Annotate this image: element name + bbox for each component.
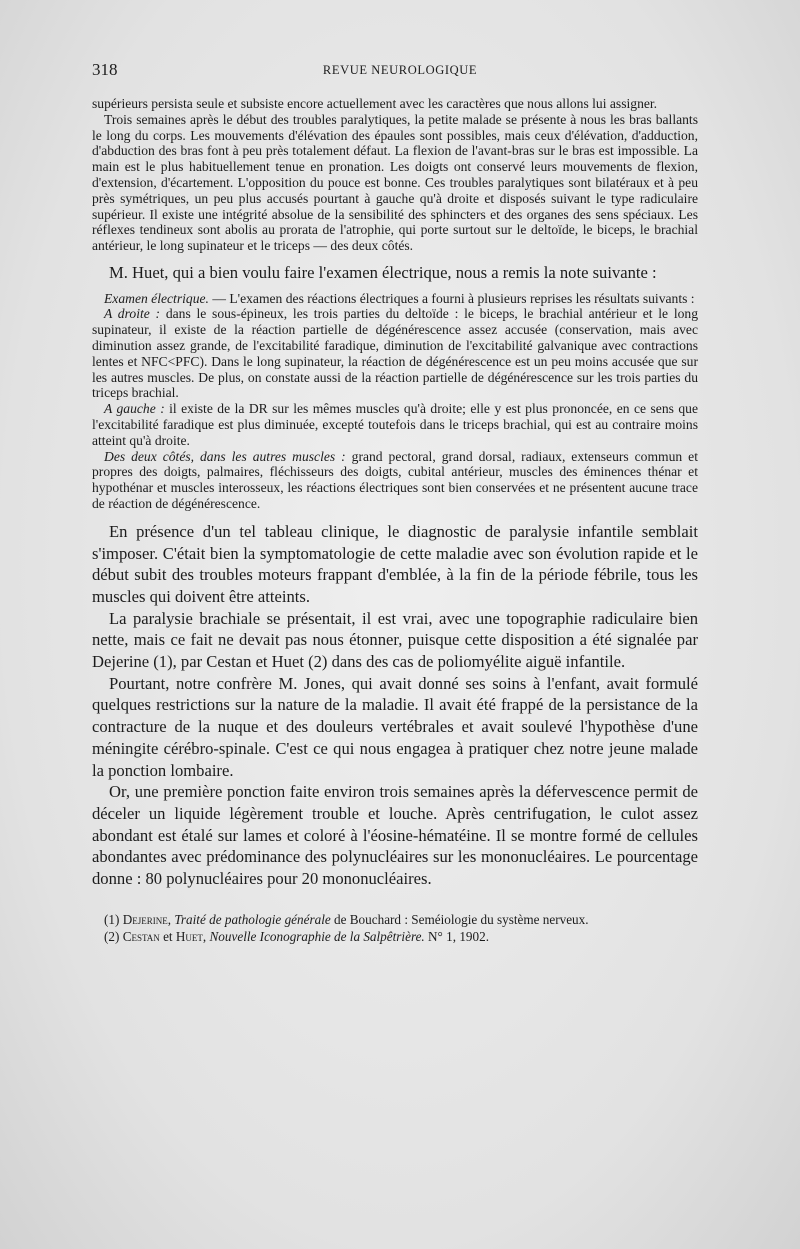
case-paragraph-continuation: supérieurs persista seule et subsiste encore actuellement avec les caractères que nous allons lui assigner. [92,96,658,111]
page-body [92,96,698,945]
case-paragraph: Trois semaines après le début des troubles paralytiques, la petite malade se présente à nous les bras ballants le long du corps. Les mouvements d'élévation des épaules sont possibles, mais ceux d'élévation, d'adduction, d'abduction des bras font à peu près totalement défaut. La flexion de l'avant-bras sur le bras est impossible. La main est le plus habituellement tenue en pronation. Les doigts ont conservé leurs mouvements de flexion, d'extension, d'écartement. L'opposition du pouce est bonne. Ces troubles paralytiques sont bilatéraux et à peu près symétriques, un peu plus accusés pourtant à gauche qu'à droite et disposés suivant le type radiculaire supérieur. Il existe une intégrité absolue de la sensibilité des sphincters et des organes des sens spéciaux. Les réflexes tendineux sont abolis au prorata de l'atrophie, qui porte surtout sur le deltoïde, le biceps, le brachial antérieur, le long supinateur et le triceps — des deux côtés. [92,111,698,254]
exam-right-paragraph [92,306,698,401]
discussion-paragraph: En présence d'un tel tableau clinique, le diagnostic de paralysie infantile semblait s'imposer. C'était bien la symptomatologie de cette maladie avec son évolution rapide et le début subit des troubles moteurs frappant d'emblée, à la fin de la période fébrile, tous les muscles qui doivent être atteints. [92,521,698,606]
case-description [92,96,698,254]
running-head [92,60,708,84]
exam-left-paragraph [92,401,698,448]
footnote-rest: N° 1, 1902. [424,929,489,945]
exam-right-label: A droite : [104,306,161,322]
exam-heading: Examen électrique. [104,290,209,306]
discussion-section [92,521,698,890]
footnote-marker: (2) [104,929,123,945]
exam-left-label: A gauche : [104,401,165,417]
intro-section [92,262,698,284]
page-number: 318 [92,60,118,79]
footnote-title: Traité de pathologie générale [171,911,331,927]
footnote-1 [92,912,698,927]
footnote-2 [92,929,698,944]
intro-paragraph: M. Huet, qui a bien voulu faire l'examen électrique, nous a remis la note suivante : [109,262,657,282]
exam-right-text: dans le sous-épineux, les trois parties du deltoïde : le biceps, le brachial antérieur et le long supinateur, il existe de la réaction partielle de dégénérescence assez accusée (conservation, mais avec diminution assez grande, de l'excitabilité faradique, diminution de l'excitabilité galvanique avec contractions lentes et NFC<PFC). Dans le long supinateur, la réaction de dégénérescence est un peu moins accusée que sur les autres muscles. De plus, on constate aussi de la réaction partielle de dégénérescence sur les trois parties du triceps brachial. [92,306,698,401]
footnote-rest: de Bouchard : Seméiologie du système nerveux. [330,911,589,927]
exam-other-text: grand pectoral, grand dorsal, radiaux, extenseurs commun et propres des doigts, palmaires, fléchisseurs des doigts, cubital antérieur, muscles des éminences thénar et hypothénar et muscles interosseux, les réactions électriques sont bien conservées et ne présentent aucune trace de réaction de dégénérescence. [92,448,698,512]
footnote-author: Dejerine, [122,911,172,927]
exam-other-paragraph [92,449,698,512]
footnote-author: Cestan [122,929,160,945]
discussion-paragraph: La paralysie brachiale se présentait, il est vrai, avec une topographie radiculaire bien nette, mais ce fait ne devait pas nous étonner, puisque cette disposition a été signalée par Dejerine (1), par Cestan et Huet (2) dans des cas de poliomyélite aiguë infantile. [92,608,698,672]
footnotes [92,912,698,945]
journal-title: REVUE NEUROLOGIQUE [322,63,478,77]
exam-left-text: il existe de la DR sur les mêmes muscles qu'à droite; elle y est plus prononcée, en ce sens que l'excitabilité faradique est plus diminuée, excepté toutefois dans le triceps brachial, qui est au contraire moins atteint qu'à droite. [92,401,698,448]
electrical-exam-note [92,291,698,512]
footnote-conjunction: et [159,929,176,945]
footnote-author-2: Huet, [175,929,207,945]
exam-paragraph [92,291,698,307]
exam-other-label: Des deux côtés, dans les autres muscles : [104,448,346,464]
exam-text: — L'examen des réactions électriques a fourni à plusieurs reprises les résultats suivants : [208,290,695,306]
footnote-title: Nouvelle Iconographie de la Salpêtrière. [206,929,425,945]
discussion-paragraph: Pourtant, notre confrère M. Jones, qui avait donné ses soins à l'enfant, avait formulé quelques restrictions sur la nature de la maladie. Il avait été frappé de la persistance de la contracture de la nuque et des douleurs vertébrales et avait soulevé l'hypothèse d'une méningite cérébro-spinale. C'est ce qui nous engagea à pratiquer chez notre jeune malade la ponction lombaire. [92,673,698,780]
discussion-paragraph: Or, une première ponction faite environ trois semaines après la défervescence permit de déceler un liquide légèrement trouble et louche. Après centrifugation, le culot assez abondant est étalé sur lames et coloré à l'éosine-hématéine. Il se montre formé de cellules abondantes avec prédominance des polynucléaires sur les mononucléaires. Le pourcentage donne : 80 polynucléaires pour 20 mononucléaires. [92,782,698,889]
footnote-marker: (1) [104,911,123,927]
